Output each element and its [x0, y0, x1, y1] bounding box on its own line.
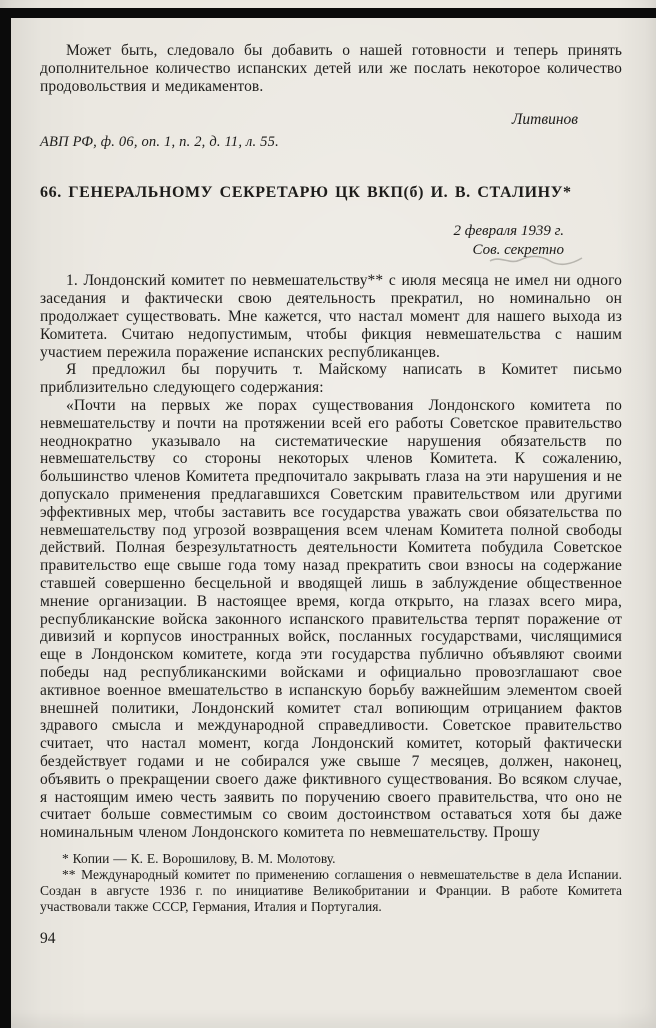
date-block: [40, 222, 622, 260]
document-heading: 66. ГЕНЕРАЛЬНОМУ СЕКРЕТАРЮ ЦК ВКП(б) И. В. СТАЛИНУ*: [40, 184, 572, 202]
body-paragraph: 1. Лондонский комитет по невмешательству** с июля месяца не имел ни одного заседания и фактически свою деятельность прекратил, но номинально он продолжает существовать. Мне кажется, что настал момент для нашего выхода из Комитета. Считаю недопустимым, чтобы фикция невмешательства с нашим участием пережила поражение испанских республиканцев.: [40, 272, 622, 361]
archive-reference: АВП РФ, ф. 06, оп. 1, п. 2, д. 11, л. 55.: [40, 134, 279, 151]
footnote: * Копии — К. Е. Ворошилову, В. М. Молотову.: [62, 850, 336, 866]
body-paragraph: Я предложил бы поручить т. Майскому написать в Комитет письмо приблизительно следующего содержания:: [40, 361, 622, 397]
signature: Литвинов: [511, 111, 578, 129]
document-body: [40, 272, 622, 842]
page-number: 94: [40, 929, 56, 947]
body-paragraph: «Почти на первых же порах существования Лондонского комитета по невмешательству и почти на протяжении всей его работы Советское правительство неоднократно указывало на систематические нарушения обязательств по невмешательству со стороны некоторых членов Комитета. К сожалению, большинство членов Комитета предпочитало закрывать глаза на эти нарушения и не допускало применения предлагавшихся Советским правительством или другими эффективных мер, чтобы заставить все государства уважать свои обязательства по невмешательству под угрозой возвращения всем членам Комитета полной свободы действий. Полная безрезультатность деятельности Комитета побудила Советское правительство еще свыше года тому назад прекратить свои взносы на содержание ставшей совершенно бесцельной и вводящей лишь в заблуждение общественное мнение организации. В настоящее время, когда открыто, на глазах всего мира, республиканские войска законного испанского правительства терпят поражение от дивизий и корпусов иностранных войск, посланных государствами, числящимися еще в Лондонском комитете, когда эти государства публично объявляют своими победы над республиканскими войсками и официально провозглашают свое активное военное вмешательство в испанскую борьбу важнейшим элементом своей внешней политики, Лондонский комитет стал вопиющим отрицанием фактов здравого смысла и международной справедливости. Советское правительство считает, что настал момент, когда Лондонский комитет, который фактически бездействует годами и не собирался уже свыше 7 месяцев, должен, наконец, объявить о прекращении своего даже фиктивного существования. Во всяком случае, я настоящим имею честь заявить по поручению своего правительства, что оно не считает больше совместимым со своим достоинством оставаться хотя бы даже номинальным членом Лондонского комитета по невмешательству. Прошу: [40, 396, 622, 842]
page-content: [40, 42, 622, 948]
classification-label: Сов. секретно: [472, 242, 564, 259]
scan-edge-top: [0, 8, 656, 18]
scan-edge-left: [0, 8, 11, 1028]
footnotes: [40, 851, 622, 915]
intro-paragraph: Может быть, следовало бы добавить о нашей готовности и теперь принять дополнительное количество испанских детей или же послать некоторое количество продовольствия и медикаментов.: [40, 42, 622, 95]
document-date: 2 февраля 1939 г.: [453, 223, 564, 240]
footnote: ** Международный комитет по применению соглашения о невмешательстве в дела Испании. Создан в августе 1936 г. по инициативе Великобритании и Франции. В работе Комитета участвовали также СССР, Германия, Италия и Португалия.: [40, 866, 622, 914]
